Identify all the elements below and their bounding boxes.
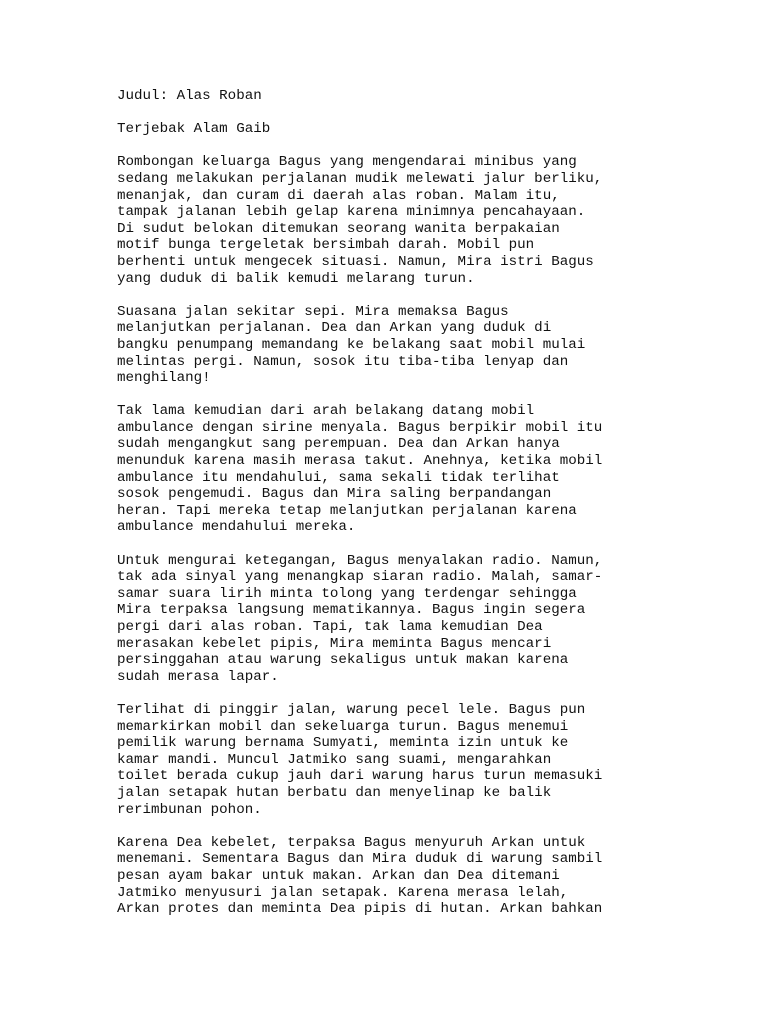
text-line: Jatmiko menyusuri jalan setapak. Karena merasa lelah,	[117, 884, 569, 901]
spacer	[117, 536, 657, 553]
text-line: tampak jalanan lebih gelap karena minimnya pencahayaan.	[117, 204, 586, 221]
text-line: motif bunga tergeletak bersimbah darah. Mobil pun	[117, 237, 535, 254]
text-line: menghilang!	[117, 370, 211, 387]
text-line: yang duduk di balik kemudi melarang turun.	[117, 270, 475, 287]
document-subtitle: Terjebak Alam Gaib	[117, 121, 271, 138]
text-line: kamar mandi. Muncul Jatmiko sang suami, mengarahkan	[117, 751, 552, 768]
text-line: menanjak, dan curam di daerah alas roban. Malam itu,	[117, 187, 560, 204]
text-line: rerimbunan pohon.	[117, 801, 262, 818]
text-line: heran. Tapi mereka tetap melanjutkan perjalanan karena	[117, 502, 577, 519]
text-line: pemilik warung bernama Sumyati, meminta izin untuk ke	[117, 735, 569, 752]
spacer	[117, 818, 657, 835]
spacer	[117, 387, 657, 404]
text-line: sosok pengemudi. Bagus dan Mira saling berpandangan	[117, 486, 552, 503]
text-line: melanjutkan perjalanan. Dea dan Arkan yang duduk di	[117, 320, 552, 337]
text-line: sudah mengangkut sang perempuan. Dea dan Arkan hanya	[117, 436, 560, 453]
document-title: Judul: Alas Roban	[117, 88, 262, 104]
text-line: ambulance mendahului mereka.	[117, 519, 356, 536]
text-line: menunduk karena masih merasa takut. Anehnya, ketika mobil	[117, 453, 603, 470]
spacer	[117, 138, 657, 155]
spacer	[117, 287, 657, 304]
text-line: Untuk mengurai ketegangan, Bagus menyalakan radio. Namun,	[117, 552, 603, 569]
spacer	[117, 105, 657, 122]
text-line: Tak lama kemudian dari arah belakang datang mobil	[117, 403, 535, 420]
text-line: bangku penumpang memandang ke belakang saat mobil mulai	[117, 336, 586, 353]
text-line: sedang melakukan perjalanan mudik melewati jalur berliku,	[117, 170, 603, 187]
spacer	[117, 685, 657, 702]
text-line: Suasana jalan sekitar sepi. Mira memaksa Bagus	[117, 303, 509, 320]
paragraph-5	[117, 702, 657, 818]
paragraph-1	[117, 154, 657, 287]
text-line: Terlihat di pinggir jalan, warung pecel lele. Bagus pun	[117, 701, 586, 718]
text-line: jalan setapak hutan berbatu dan menyelinap ke balik	[117, 784, 552, 801]
document-body	[117, 88, 657, 918]
text-line: persinggahan atau warung sekaligus untuk makan karena	[117, 652, 569, 669]
text-line: ambulance dengan sirine menyala. Bagus berpikir mobil itu	[117, 419, 603, 436]
text-line: toilet berada cukup jauh dari warung harus turun memasuki	[117, 768, 603, 785]
text-line: sudah merasa lapar.	[117, 668, 279, 685]
text-line: Mira terpaksa langsung mematikannya. Bagus ingin segera	[117, 602, 586, 619]
text-line: pergi dari alas roban. Tapi, tak lama kemudian Dea	[117, 619, 543, 635]
paragraph-3	[117, 403, 657, 536]
text-line: melintas pergi. Namun, sosok itu tiba-tiba lenyap dan	[117, 353, 569, 370]
text-line: ambulance itu mendahului, sama sekali tidak terlihat	[117, 469, 560, 486]
text-line: menemani. Sementara Bagus dan Mira duduk di warung sambil	[117, 851, 603, 868]
text-line: Arkan protes dan meminta Dea pipis di hutan. Arkan bahkan	[117, 901, 603, 918]
text-line: pesan ayam bakar untuk makan. Arkan dan Dea ditemani	[117, 867, 560, 884]
text-line: Rombongan keluarga Bagus yang mengendarai minibus yang	[117, 154, 577, 171]
text-line: samar suara lirih minta tolong yang terdengar sehingga	[117, 585, 577, 602]
text-line: memarkirkan mobil dan sekeluarga turun. Bagus menemui	[117, 718, 569, 735]
text-line: Karena Dea kebelet, terpaksa Bagus menyuruh Arkan untuk	[117, 834, 586, 851]
paragraph-4	[117, 553, 657, 686]
text-line: tak ada sinyal yang menangkap siaran radio. Malah, samar-	[117, 569, 603, 586]
text-line: merasakan kebelet pipis, Mira meminta Bagus mencari	[117, 635, 552, 652]
text-line: Di sudut belokan ditemukan seorang wanita berpakaian	[117, 220, 560, 237]
text-line: berhenti untuk mengecek situasi. Namun, Mira istri Bagus	[117, 253, 594, 270]
paragraph-6	[117, 835, 657, 918]
paragraph-2	[117, 304, 657, 387]
